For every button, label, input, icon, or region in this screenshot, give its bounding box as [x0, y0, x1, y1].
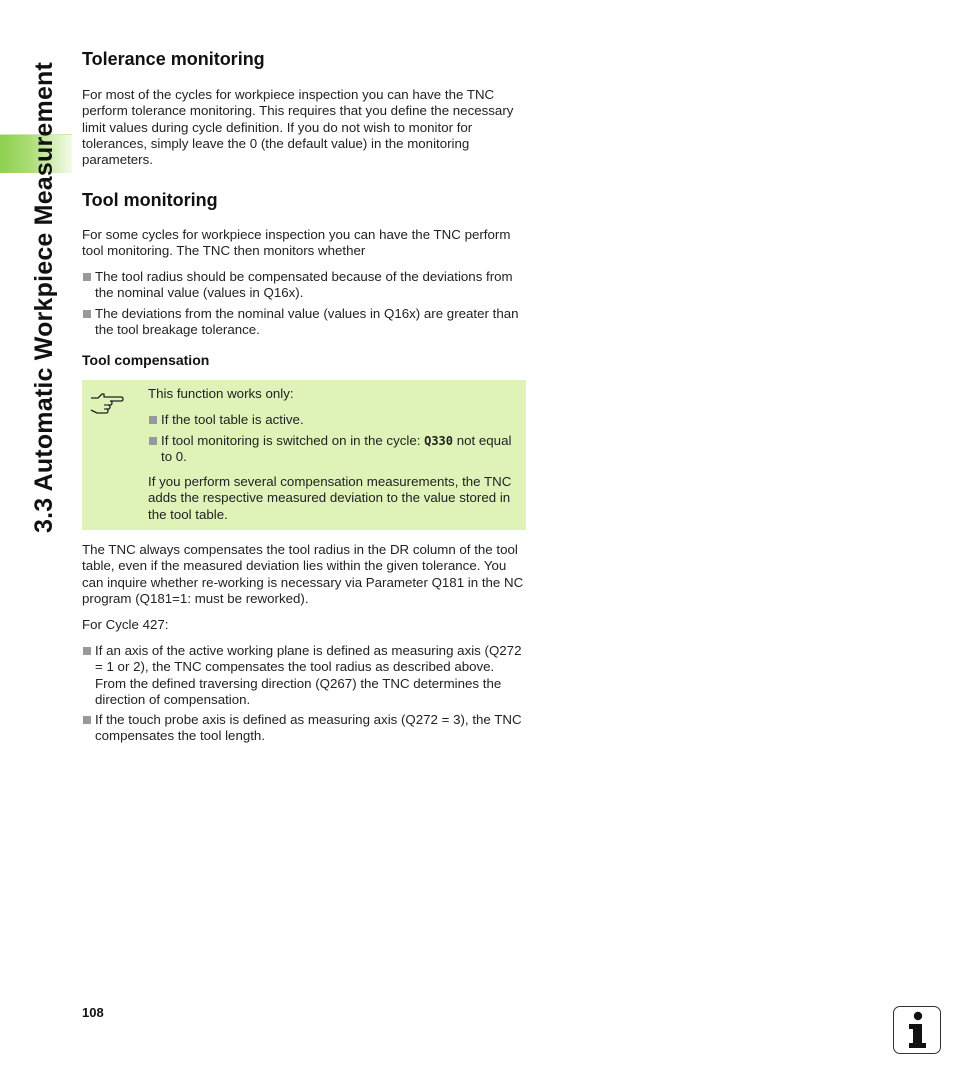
list-item: [148, 412, 520, 428]
note-intro: This function works only:: [148, 386, 294, 401]
info-button[interactable]: [893, 1006, 941, 1054]
pointing-hand-icon: [88, 388, 124, 414]
bullet-square-icon: [149, 437, 157, 445]
parameter-code: Q330: [424, 434, 454, 448]
list-item: [82, 712, 526, 745]
list-item-text-prefix: If tool monitoring is switched on in the cycle:: [161, 433, 425, 448]
bullet-square-icon: [83, 716, 91, 724]
list-item-text: The deviations from the nominal value (values in Q16x) are greater than the tool breakage tolerance.: [95, 306, 519, 338]
heading-tolerance-monitoring: Tolerance monitoring: [82, 49, 265, 69]
note-outro: If you perform several compensation measurements, the TNC adds the respective measured deviation to the value stored in the tool table.: [148, 474, 512, 522]
bullet-square-icon: [83, 310, 91, 318]
heading-tool-monitoring: Tool monitoring: [82, 190, 218, 210]
bullet-square-icon: [83, 273, 91, 281]
compensation-paragraph: The TNC always compensates the tool radius in the DR column of the tool table, even if the measured deviation lies within the given tolerance. You can inquire whether re-working is necessary via Parameter Q181 in the NC program (Q181=1: must be reworked).: [82, 542, 524, 606]
list-item-text: If an axis of the active working plane is defined as measuring axis (Q272 = 1 or 2), the TNC compensates the tool radius as described above. From the defined traversing direction (Q267) the TNC determines the direction of compensation.: [95, 643, 522, 707]
page-number: 108: [82, 1005, 104, 1020]
tool-monitoring-intro: For some cycles for workpiece inspection you can have the TNC perform tool monitoring. The TNC then monitors whether: [82, 227, 511, 259]
cycle-label: For Cycle 427:: [82, 617, 169, 632]
bullet-square-icon: [149, 416, 157, 424]
list-item-text: If the touch probe axis is defined as measuring axis (Q272 = 3), the TNC compensates the tool length.: [95, 712, 522, 744]
list-item: [82, 643, 526, 708]
bullet-square-icon: [83, 647, 91, 655]
list-item: [82, 269, 526, 302]
note-box: [82, 380, 526, 530]
list-item: [82, 306, 526, 339]
list-item-text-suffix: not equal to 0.: [161, 433, 512, 465]
list-item: [148, 433, 520, 466]
list-item-text: The tool radius should be compensated because of the deviations from the nominal value (values in Q16x).: [95, 269, 513, 301]
info-icon: [894, 1007, 939, 1052]
chapter-title: 3.3 Automatic Workpiece Measurement: [30, 61, 58, 533]
tolerance-paragraph: For most of the cycles for workpiece inspection you can have the TNC perform tolerance monitoring. This requires that you define the necessary limit values during cycle definition. If you do not wish to monitor for tolerances, simply leave the 0 (the default value) in the monitoring parameters.: [82, 87, 514, 168]
subheading-tool-compensation: Tool compensation: [82, 352, 210, 368]
list-item-text: If the tool table is active.: [161, 412, 304, 427]
